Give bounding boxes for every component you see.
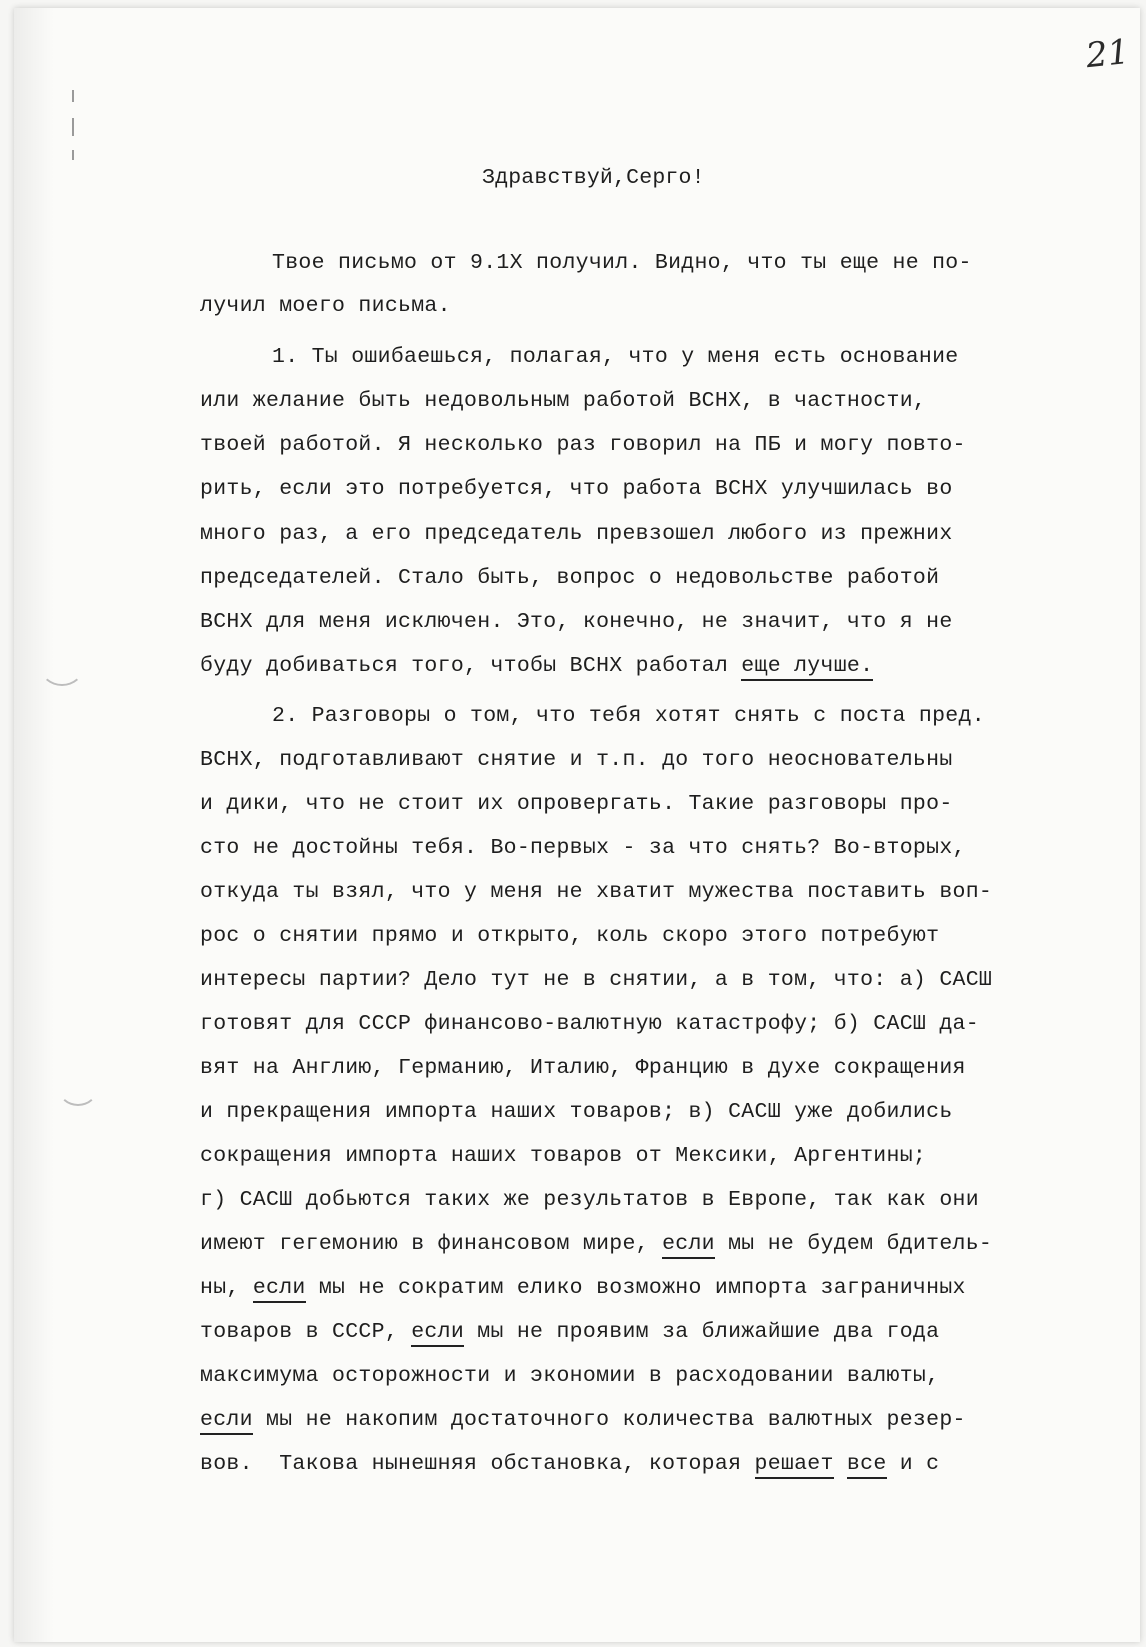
hole-punch-mark (58, 1070, 98, 1106)
line-text: г) САСШ добьются таких же результатов в Европе, так как они (200, 1188, 979, 1212)
text-line (200, 789, 953, 819)
underlined-text: решает (755, 1452, 834, 1479)
line-text: и прекращения импорта наших товаров; в) САСШ уже добились (200, 1100, 953, 1124)
line-text: ВСНХ, подготавливают снятие и т.п. до того неосновательны (200, 748, 953, 772)
text-line (200, 474, 953, 504)
scan-speck (72, 90, 74, 102)
line-text: много раз, а его председатель превзошел любого из прежних (200, 522, 953, 546)
text-line (200, 965, 992, 995)
text-line (200, 651, 873, 681)
line-text: и дики, что не стоит их опровергать. Такие разговоры про- (200, 792, 953, 816)
text-line (200, 386, 926, 416)
line-text: буду добиваться того, чтобы ВСНХ работал (200, 654, 742, 678)
text-line (200, 833, 966, 863)
text-line (200, 291, 451, 321)
line-text: готовят для СССР финансово-валютную катастрофу; б) САСШ да- (200, 1012, 979, 1036)
line-text (834, 1452, 847, 1476)
text-line (200, 1449, 939, 1479)
underlined-text: если (662, 1232, 715, 1259)
text-line (200, 1097, 953, 1127)
line-text: вов. Такова нынешняя обстановка, которая (200, 1452, 755, 1476)
page-number: 21 (1084, 31, 1132, 77)
text-line (200, 1009, 979, 1039)
line-text: мы не накопим достаточного количества валютных резер- (252, 1408, 966, 1432)
text-line (200, 1053, 966, 1083)
line-text: имеют гегемонию в финансовом мире, (200, 1232, 663, 1256)
line-text: максимума осторожности и экономии в расходовании валюты, (200, 1364, 940, 1388)
text-line (200, 1405, 966, 1435)
line-text: ВСНХ для меня исключен. Это, конечно, не значит, что я не (200, 610, 953, 634)
line-text: сокращения импорта наших товаров от Мексики, Аргентины; (200, 1144, 927, 1168)
text-line (200, 519, 953, 549)
underlined-text: еще лучше. (741, 654, 873, 681)
text-line (200, 430, 966, 460)
line-text: мы не проявим за ближайшие два года (464, 1320, 940, 1344)
underlined-text: если (253, 1276, 306, 1303)
line-text: твоей работой. Я несколько раз говорил на ПБ и могу повто- (200, 433, 966, 457)
line-text: ны, (200, 1276, 253, 1300)
line-text: откуда ты взял, что у меня не хватит мужества поставить воп- (200, 880, 993, 904)
text-line (272, 701, 985, 731)
text-line (200, 1229, 992, 1259)
line-text: вят на Англию, Германию, Италию, Францию в духе сокращения (200, 1056, 966, 1080)
line-text: рос о снятии прямо и открыто, коль скоро этого потребуют (200, 924, 940, 948)
text-line (200, 877, 992, 907)
line-text: или желание быть недовольным работой ВСНХ, в частности, (200, 389, 927, 413)
line-text: мы не будем бдитель- (714, 1232, 993, 1256)
line-text: Твое письмо от 9.1Х получил. Видно, что ты еще не по- (272, 251, 972, 275)
text-line (200, 563, 939, 593)
document-page (14, 8, 1140, 1642)
salutation: Здравствуй,Серго! (482, 166, 705, 190)
text-line (200, 1141, 926, 1171)
line-text: рить, если это потребуется, что работа ВСНХ улучшилась во (200, 477, 953, 501)
scan-speck (72, 150, 74, 160)
line-text: мы не сократим елико возможно импорта заграничных (305, 1276, 966, 1300)
underlined-text: если (200, 1408, 253, 1435)
text-line (200, 1361, 939, 1391)
text-line (200, 1185, 979, 1215)
line-text: лучил моего письма. (200, 294, 451, 318)
text-line (200, 745, 953, 775)
underlined-text: все (847, 1452, 887, 1479)
line-text: интересы партии? Дело тут не в снятии, а в том, что: а) САСШ (200, 968, 993, 992)
text-line (200, 1317, 939, 1347)
text-line (200, 607, 953, 637)
text-line (272, 342, 959, 372)
scan-speck (72, 118, 74, 136)
text-line (200, 1273, 966, 1303)
line-text: 2. Разговоры о том, что тебя хотят снять с поста пред. (272, 704, 985, 728)
line-text: 1. Ты ошибаешься, полагая, что у меня есть основание (272, 345, 959, 369)
text-line (200, 921, 939, 951)
line-text: товаров в СССР, (200, 1320, 412, 1344)
text-line (272, 248, 972, 278)
line-text: председателей. Стало быть, вопрос о недовольстве работой (200, 566, 940, 590)
underlined-text: если (411, 1320, 464, 1347)
hole-punch-mark (40, 648, 84, 686)
line-text: сто не достойны тебя. Во-первых - за что снять? Во-вторых, (200, 836, 966, 860)
line-text: и с (886, 1452, 940, 1476)
